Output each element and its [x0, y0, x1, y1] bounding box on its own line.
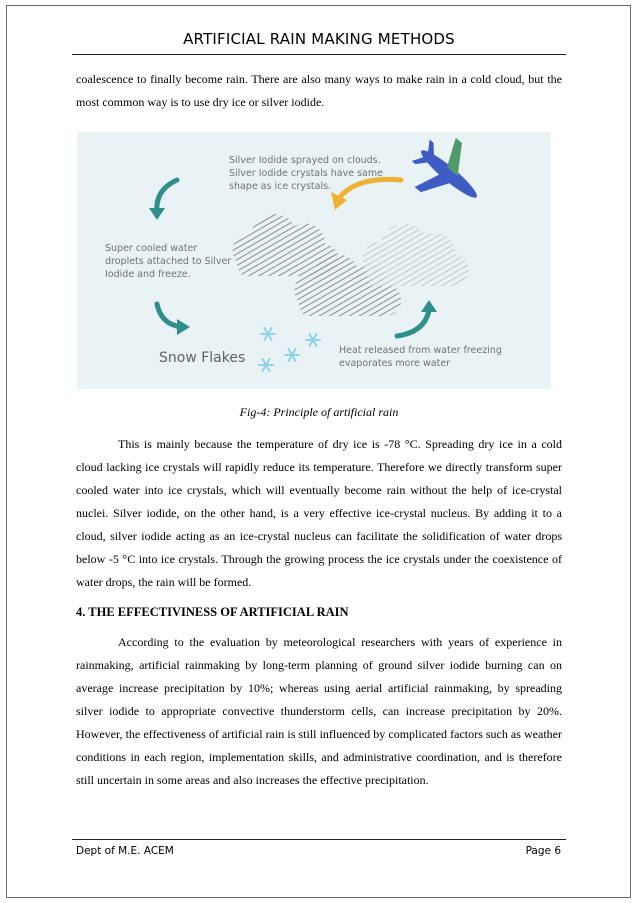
footer-department: Dept of M.E. ACEM: [76, 845, 174, 857]
footer-page-number: Page 6: [525, 845, 561, 857]
intro-paragraph: coalescence to finally become rain. There are also many ways to make rain in a cold cloud, but the most common way is to use dry ice or silver iodide.: [76, 72, 562, 109]
silver-iodide-label: Silver Iodide sprayed on clouds. Silver Iodide crystals have same shape as ice crystals.: [229, 155, 383, 192]
artificial-rain-figure: [77, 132, 551, 389]
heat-released-label: Heat released from water freezing evaporates more water: [339, 345, 502, 369]
supercooled-water-label: Super cooled water droplets attached to Silver Iodide and freeze.: [105, 243, 232, 280]
cycle-arrow-bottom-left: [157, 304, 190, 335]
paragraph-effectiveness: According to the evaluation by meteorological researchers with years of experience in rainmaking, artificial rainmaking by long-term planning of ground silver iodide burning can on average increase precipitation by 10%; whereas using aerial artificial rainmaking, by spreading silver iodide to appropriate convective thunderstorm cells, can increase precipitation by 20%. However, the effectiveness of artificial rain is still influenced by complicated factors such as weather conditions in each region, implementation skills, and administrative coordination, and is therefore still uncertain in some areas and also increases the effective precipitation.: [76, 635, 562, 787]
snow-flakes-label: Snow Flakes: [159, 350, 246, 366]
figure-caption: Fig-4: Principle of artificial rain: [239, 405, 399, 419]
cycle-arrow-bottom-right: [397, 300, 437, 336]
page-header-title: ARTIFICIAL RAIN MAKING METHODS: [183, 30, 455, 48]
footer-rule: [72, 839, 566, 840]
section-heading: 4. THE EFFECTIVINESS OF ARTIFICIAL RAIN: [76, 605, 349, 619]
airplane-icon: [400, 132, 497, 222]
header-rule: [72, 54, 566, 55]
paragraph-dry-ice: This is mainly because the temperature of dry ice is -78 °C. Spreading dry ice in a cold cloud lacking ice crystals will rapidly reduce its temperature. Therefore we directly transform super cooled water into ice crystals, which will eventually become rain without the help of ice-crystal nuclei. Silver iodide, on the other hand, is a very effective ice-crystal nucleus. By adding it to a cloud, silver iodide acting as an ice-crystal nucleus can facilitate the solidification of water drops below -5 °C into ice crystals. Through the growing process the ice crystals under the coexistence of water drops, the rain will be formed.: [76, 437, 562, 589]
cycle-arrow-top-left: [149, 180, 177, 220]
cloud-right: [362, 224, 469, 286]
snowflake-icons: [259, 328, 320, 371]
